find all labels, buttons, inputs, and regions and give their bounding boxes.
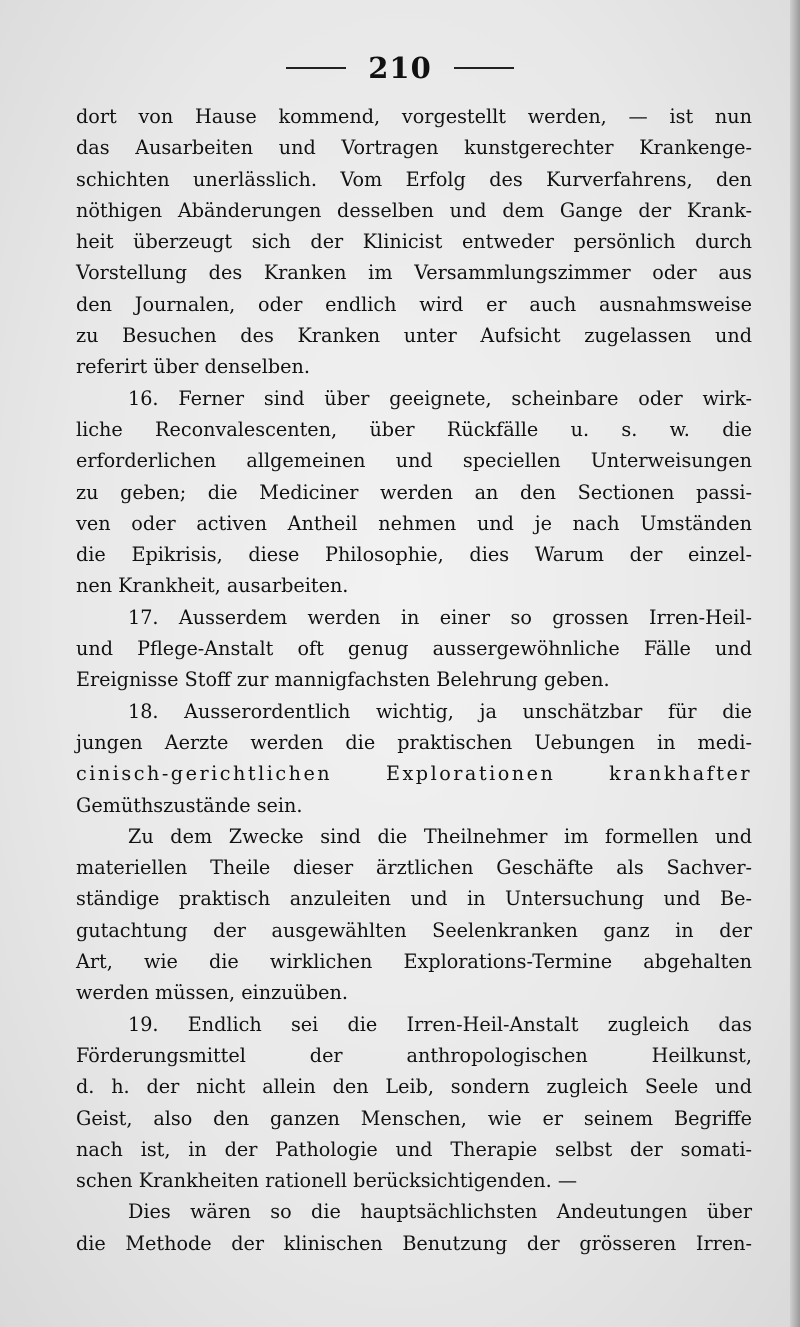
text-line: schen Krankheiten rationell berücksichtigenden. —: [76, 1169, 578, 1193]
text-line: nöthigen Abänderungen desselben und dem Gange der Krank-: [76, 198, 752, 222]
page-header: [0, 48, 800, 88]
text-line: schichten unerlässlich. Vom Erfolg des Kurverfahrens, den: [76, 167, 752, 191]
text-line: ständige praktisch anzuleiten und in Untersuchung und Be-: [76, 887, 752, 911]
text-line: 16. Ferner sind über geeignete, scheinbare oder wirk-: [128, 386, 752, 410]
text-line: Geist, also den ganzen Menschen, wie er seinem Begriffe: [76, 1106, 752, 1130]
text-line: Art, wie die wirklichen Explorations-Termine abgehalten: [76, 950, 752, 974]
text-line: werden müssen, einzuüben.: [76, 981, 348, 1005]
text-line: die Methode der klinischen Benutzung der grösseren Irren-: [76, 1231, 752, 1255]
text-line: zu Besuchen des Kranken unter Aufsicht zugelassen und: [76, 324, 752, 348]
text-line: heit überzeugt sich der Klinicist entweder persönlich durch: [76, 230, 752, 254]
text-line: jungen Aerzte werden die praktischen Uebungen in medi-: [76, 730, 752, 754]
text-line: gutachtung der ausgewählten Seelenkranken ganz in der: [76, 918, 752, 942]
text-line: materiellen Theile dieser ärztlichen Geschäfte als Sachver-: [76, 856, 752, 880]
text-line: erforderlichen allgemeinen und speciellen Unterweisungen: [76, 449, 752, 473]
text-line: Gemüthszustände sein.: [76, 793, 303, 817]
text-line: Dies wären so die hauptsächlichsten Andeutungen über: [128, 1200, 752, 1224]
text-line: den Journalen, oder endlich wird er auch ausnahmsweise: [76, 292, 752, 316]
header-rule-left: [286, 67, 346, 69]
text-line: nach ist, in der Pathologie und Therapie selbst der somati-: [76, 1137, 752, 1161]
text-line: d. h. der nicht allein den Leib, sondern zugleich Seele und: [76, 1075, 752, 1099]
text-line: Förderungsmittel der anthropologischen Heilkunst,: [76, 1043, 752, 1067]
text-line: 18. Ausserordentlich wichtig, ja unschätzbar für die: [128, 699, 752, 723]
text-line: liche Reconvalescenten, über Rückfälle u. s. w. die: [76, 417, 752, 441]
text-line: 19. Endlich sei die Irren-Heil-Anstalt zugleich das: [128, 1012, 752, 1036]
header-rule-right: [454, 67, 514, 69]
page-number: 210: [368, 51, 432, 85]
text-line: Vorstellung des Kranken im Versammlungszimmer oder aus: [76, 261, 752, 285]
text-line: ven oder activen Antheil nehmen und je nach Umständen: [76, 511, 752, 535]
text-line: Zu dem Zwecke sind die Theilnehmer im formellen und: [128, 824, 752, 848]
text-line: das Ausarbeiten und Vortragen kunstgerechter Krankenge-: [76, 136, 752, 160]
text-line: cinisch-gerichtlichen Explorationen krankhafter: [76, 762, 752, 786]
text-line: 17. Ausserdem werden in einer so grossen Irren-Heil-: [128, 605, 752, 629]
text-line: die Epikrisis, diese Philosophie, dies Warum der einzel-: [76, 543, 752, 567]
text-line: nen Krankheit, ausarbeiten.: [76, 574, 349, 598]
text-line: zu geben; die Mediciner werden an den Sectionen passi-: [76, 480, 752, 504]
text-line: dort von Hause kommend, vorgestellt werden, — ist nun: [76, 105, 752, 128]
text-line: Ereignisse Stoff zur mannigfachsten Belehrung geben.: [76, 668, 610, 692]
text-line: und Pflege-Anstalt oft genug aussergewöhnliche Fälle und: [76, 637, 752, 661]
body-text: [76, 101, 752, 1259]
text-line: referirt über denselben.: [76, 355, 310, 379]
